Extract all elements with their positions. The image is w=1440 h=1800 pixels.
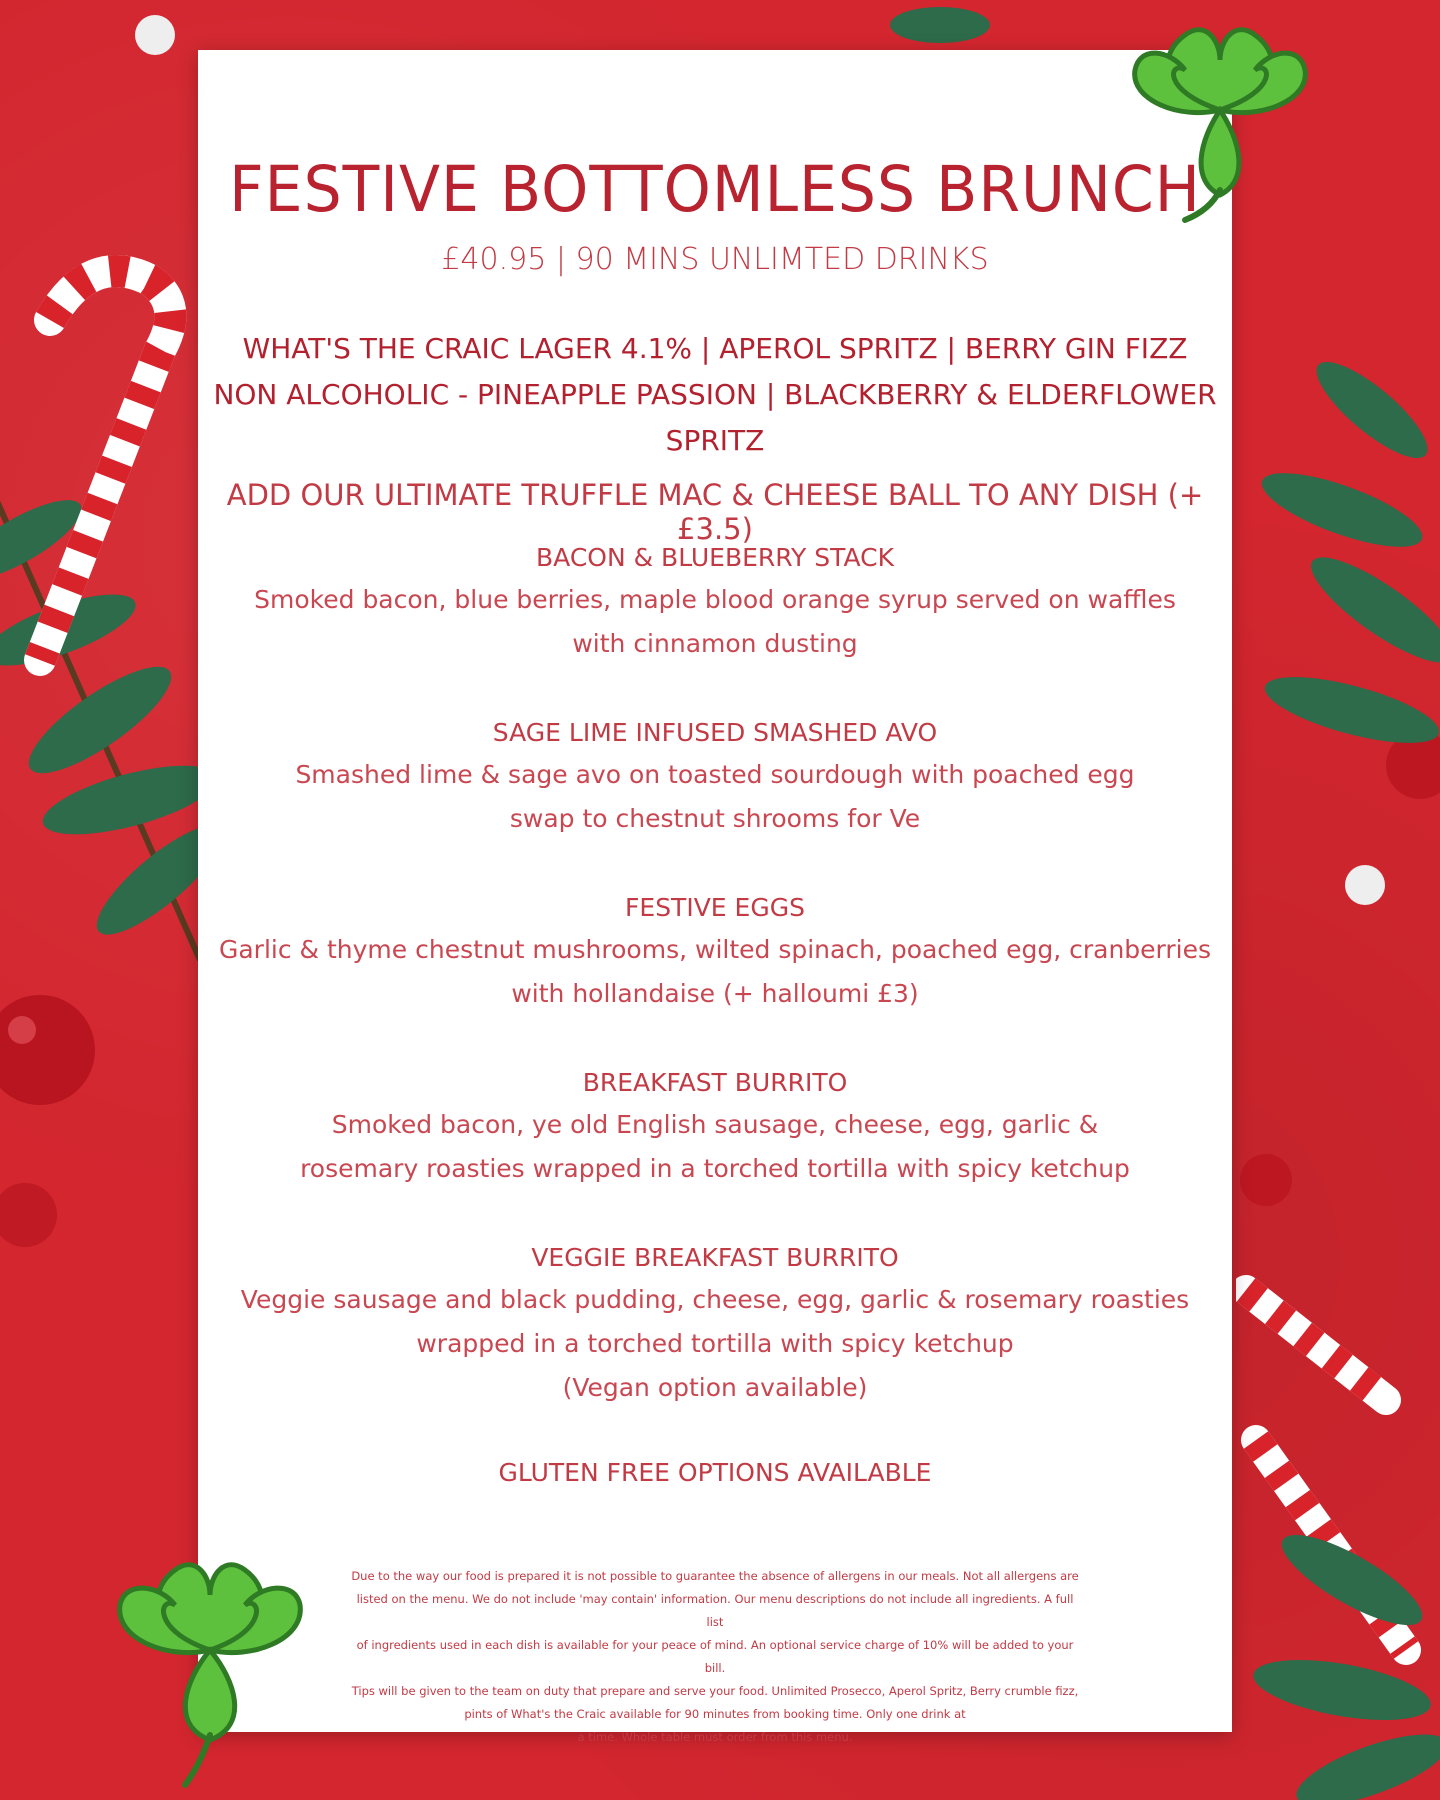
dish-line: wrapped in a torched tortilla with spicy ketchup	[416, 1329, 1014, 1358]
dish	[198, 718, 1232, 841]
disclaimer-line: of ingredients used in each dish is available for your peace of mind. An optional service charge of 10% will be added to your bill.	[356, 1638, 1074, 1675]
drinks-line: NON ALCOHOLIC - PINEAPPLE PASSION | BLACKBERRY & ELDERFLOWER SPRITZ	[213, 378, 1217, 457]
dish-name: SAGE LIME INFUSED SMASHED AVO	[492, 718, 938, 747]
shamrock-icon	[75, 1520, 345, 1790]
disclaimer-line: pints of What's the Craic available for 90 minutes from booking time. Only one drink at	[464, 1707, 966, 1721]
bauble-icon	[0, 990, 100, 1110]
dish-line: Smashed lime & sage avo on toasted sourdough with poached egg	[295, 760, 1135, 789]
disclaimer-line: Due to the way our food is prepared it is not possible to guarantee the absence of allergens in our meals. Not all allergens are	[351, 1569, 1079, 1583]
fir-branch-icon	[880, 0, 1000, 50]
dish	[198, 543, 1232, 666]
dish-line: swap to chestnut shrooms for Ve	[509, 804, 921, 833]
dish-line: Smoked bacon, ye old English sausage, cheese, egg, garlic &	[331, 1110, 1099, 1139]
dish-name: FESTIVE EGGS	[625, 893, 805, 922]
dish-name: VEGGIE BREAKFAST BURRITO	[531, 1243, 899, 1272]
bauble-icon	[1236, 1150, 1296, 1210]
shamrock-icon	[1090, 0, 1350, 230]
fir-branch-icon	[1232, 320, 1440, 880]
bauble-icon	[0, 1170, 60, 1260]
price-line: £40.95 | 90 MINS UNLIMTED DRINKS	[441, 242, 989, 277]
candy-cane-icon	[10, 240, 190, 680]
dish-description	[198, 928, 1232, 1016]
drinks-line: WHAT'S THE CRAIC LAGER 4.1% | APEROL SPRITZ | BERRY GIN FIZZ	[242, 332, 1188, 365]
menu-card	[198, 50, 1232, 1744]
dish-name: BREAKFAST BURRITO	[582, 1068, 848, 1097]
dish-line: Veggie sausage and black pudding, cheese, egg, garlic & rosemary roasties	[240, 1285, 1190, 1314]
addon-offer: ADD OUR ULTIMATE TRUFFLE MAC & CHEESE BALL TO ANY DISH (+£3.5)	[226, 478, 1204, 546]
disclaimer-line: Tips will be given to the team on duty that prepare and serve your food. Unlimited Prosecco, Aperol Spritz, Berry crumble fizz,	[351, 1684, 1079, 1698]
disclaimer-line: a time. Whole table must order from this menu.	[577, 1730, 853, 1744]
gluten-free-note: GLUTEN FREE OPTIONS AVAILABLE	[498, 1458, 932, 1487]
dish	[198, 1243, 1232, 1410]
menu-title: FESTIVE BOTTOMLESS BRUNCH	[229, 153, 1201, 227]
allergen-disclaimer	[348, 1565, 1082, 1749]
dish-line: with cinnamon dusting	[572, 629, 858, 658]
disclaimer-line: listed on the menu. We do not include 'may contain' information. Our menu descriptions do not include all ingredients. A full list	[356, 1592, 1074, 1629]
drinks-list	[198, 326, 1232, 464]
dish-description	[198, 1278, 1232, 1410]
dish-line: Smoked bacon, blue berries, maple blood orange syrup served on waffles	[254, 585, 1176, 614]
dish-line: with hollandaise (+ halloumi £3)	[511, 979, 919, 1008]
dish-description	[198, 578, 1232, 666]
dish-line: Garlic & thyme chestnut mushrooms, wilted spinach, poached egg, cranberries	[218, 935, 1212, 964]
dish-line: rosemary roasties wrapped in a torched tortilla with spicy ketchup	[300, 1154, 1130, 1183]
dish	[198, 1068, 1232, 1191]
dish-line: (Vegan option available)	[562, 1373, 868, 1402]
fir-branch-icon	[1232, 1500, 1440, 1800]
dish-description	[198, 753, 1232, 841]
bauble-icon	[130, 10, 180, 60]
dish-name: BACON & BLUEBERRY STACK	[536, 543, 894, 572]
dish-description	[198, 1103, 1232, 1191]
dish	[198, 893, 1232, 1016]
